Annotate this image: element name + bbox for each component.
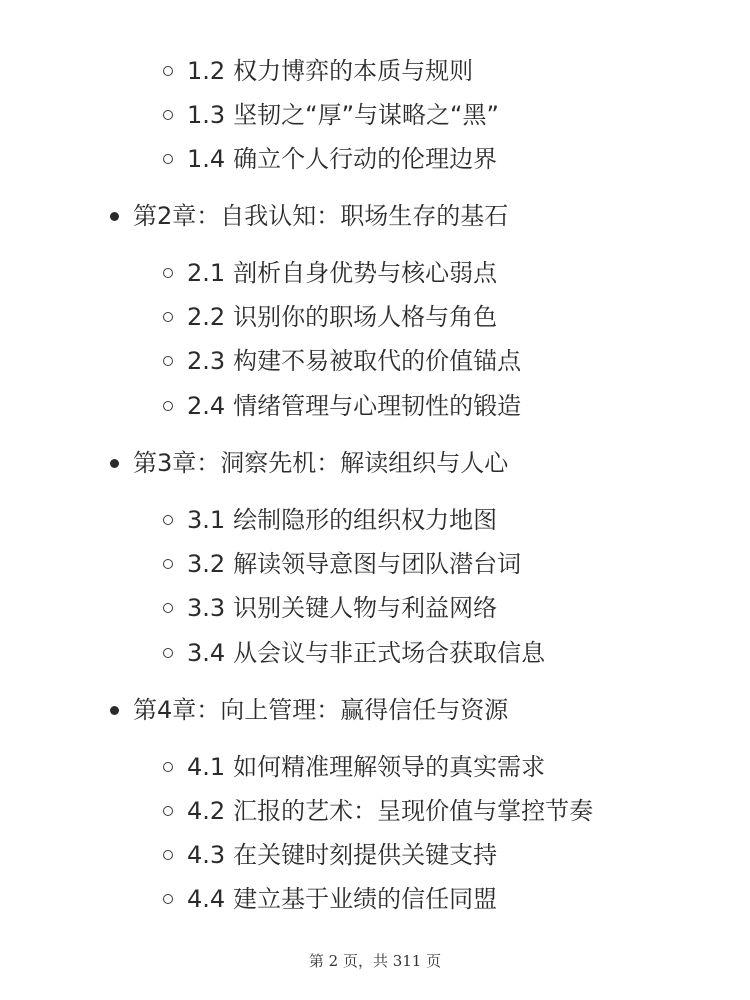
toc-section-2-3 — [163, 346, 521, 376]
page-number-footer: 第 2 页，共 311 页 — [308, 952, 442, 970]
section-number: 3.1 — [187, 506, 226, 534]
toc-section-2-4 — [163, 391, 521, 421]
section-title: 识别关键人物与利益网络 — [233, 594, 498, 622]
hollow-bullet-icon — [163, 66, 173, 76]
hollow-bullet-icon — [163, 806, 173, 816]
filled-bullet-icon — [110, 459, 119, 468]
section-title: 如何精准理解领导的真实需求 — [233, 753, 546, 781]
hollow-bullet-icon — [163, 401, 173, 411]
toc-section-3-2 — [163, 549, 521, 579]
section-title: 建立基于业绩的信任同盟 — [233, 885, 498, 913]
section-title: 绘制隐形的组织权力地图 — [233, 506, 498, 534]
toc-section-3-4 — [163, 638, 545, 668]
hollow-bullet-icon — [163, 154, 173, 164]
chapter-title: 第4章：向上管理：赢得信任与资源 — [133, 696, 509, 724]
toc-section-2-2 — [163, 302, 497, 332]
hollow-bullet-icon — [163, 515, 173, 525]
section-title: 剖析自身优势与核心弱点 — [233, 259, 498, 287]
toc-chapter-3 — [110, 448, 508, 478]
hollow-bullet-icon — [163, 762, 173, 772]
hollow-bullet-icon — [163, 648, 173, 658]
section-number: 3.4 — [187, 639, 226, 667]
section-number: 4.1 — [187, 753, 226, 781]
toc-section-1-4 — [163, 144, 497, 174]
section-title: 识别你的职场人格与角色 — [233, 303, 498, 331]
section-number: 3.3 — [187, 594, 226, 622]
filled-bullet-icon — [110, 212, 119, 221]
hollow-bullet-icon — [163, 312, 173, 322]
section-title: 解读领导意图与团队潜台词 — [233, 550, 522, 578]
toc-section-2-1 — [163, 258, 497, 288]
section-number: 1.3 — [187, 101, 226, 129]
hollow-bullet-icon — [163, 894, 173, 904]
toc-section-4-1 — [163, 752, 545, 782]
toc-section-1-3 — [163, 100, 499, 130]
section-number: 2.1 — [187, 259, 226, 287]
toc-chapter-4 — [110, 695, 508, 725]
hollow-bullet-icon — [163, 603, 173, 613]
toc-section-4-4 — [163, 884, 497, 914]
section-number: 4.2 — [187, 797, 226, 825]
section-number: 4.4 — [187, 885, 226, 913]
section-number: 2.4 — [187, 392, 226, 420]
hollow-bullet-icon — [163, 110, 173, 120]
hollow-bullet-icon — [163, 850, 173, 860]
toc-section-3-1 — [163, 505, 497, 535]
section-title: 构建不易被取代的价值锚点 — [233, 347, 522, 375]
section-title: 从会议与非正式场合获取信息 — [233, 639, 546, 667]
section-number: 2.2 — [187, 303, 226, 331]
section-title: 情绪管理与心理韧性的锻造 — [233, 392, 522, 420]
section-number: 4.3 — [187, 841, 226, 869]
toc-chapter-2 — [110, 201, 508, 231]
chapter-title: 第2章：自我认知：职场生存的基石 — [133, 202, 509, 230]
toc-section-3-3 — [163, 593, 497, 623]
section-number: 1.4 — [187, 145, 226, 173]
section-title: 坚韧之“厚”与谋略之“黑” — [233, 101, 499, 129]
section-title: 汇报的艺术：呈现价值与掌控节奏 — [233, 797, 594, 825]
toc-section-1-2 — [163, 56, 473, 86]
section-number: 1.2 — [187, 57, 226, 85]
toc-section-4-2 — [163, 796, 593, 826]
hollow-bullet-icon — [163, 356, 173, 366]
section-title: 权力博弈的本质与规则 — [233, 57, 474, 85]
section-number: 3.2 — [187, 550, 226, 578]
hollow-bullet-icon — [163, 559, 173, 569]
filled-bullet-icon — [110, 706, 119, 715]
chapter-title: 第3章：洞察先机：解读组织与人心 — [133, 449, 509, 477]
toc-section-4-3 — [163, 840, 497, 870]
section-title: 确立个人行动的伦理边界 — [233, 145, 498, 173]
hollow-bullet-icon — [163, 268, 173, 278]
section-title: 在关键时刻提供关键支持 — [233, 841, 498, 869]
section-number: 2.3 — [187, 347, 226, 375]
